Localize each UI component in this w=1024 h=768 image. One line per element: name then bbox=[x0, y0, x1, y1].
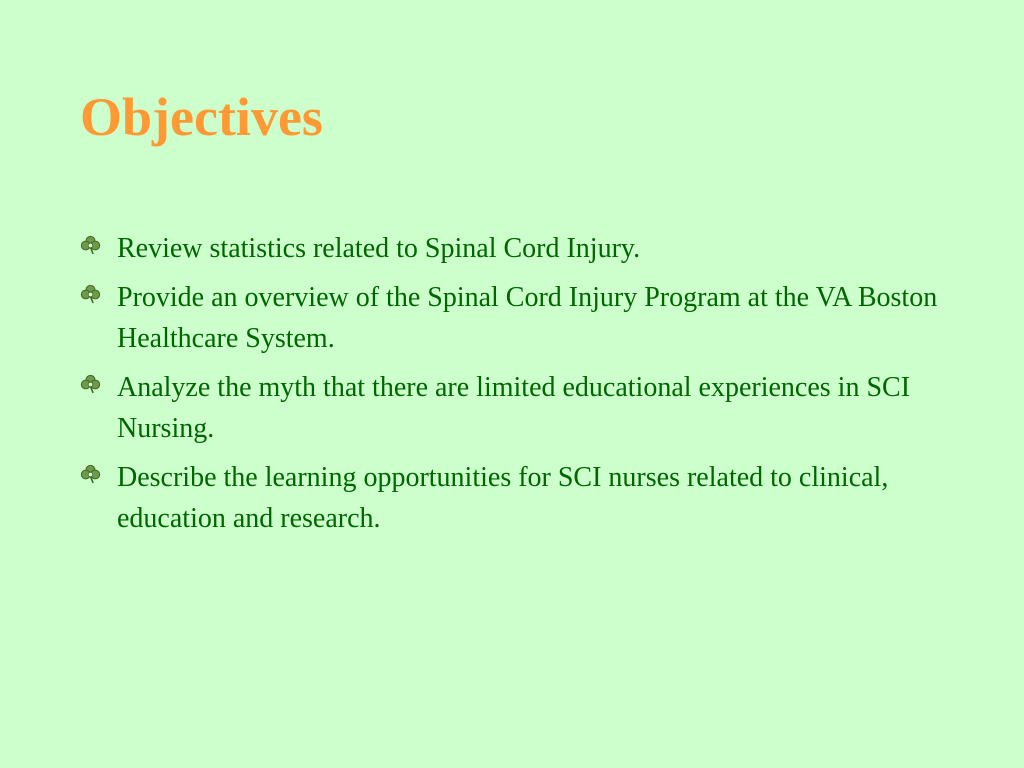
clover-icon bbox=[80, 374, 101, 395]
bullet-text: Analyze the myth that there are limited educational experiences in SCI Nursing. bbox=[117, 372, 911, 444]
bullet-text: Provide an overview of the Spinal Cord Injury Program at the VA Boston Healthcare System. bbox=[117, 282, 938, 354]
slide-title: Objectives bbox=[80, 87, 323, 147]
bullet-text: Describe the learning opportunities for SCI nurses related to clinical, education and research. bbox=[117, 462, 889, 534]
bullet-item bbox=[80, 457, 940, 539]
bullet-item bbox=[80, 228, 940, 269]
bullet-item bbox=[80, 367, 940, 449]
bullet-text: Review statistics related to Spinal Cord Injury. bbox=[117, 233, 641, 264]
bullet-list bbox=[80, 228, 940, 547]
clover-icon bbox=[80, 284, 101, 305]
clover-icon bbox=[80, 464, 101, 485]
bullet-item bbox=[80, 277, 940, 359]
clover-icon bbox=[80, 235, 101, 256]
